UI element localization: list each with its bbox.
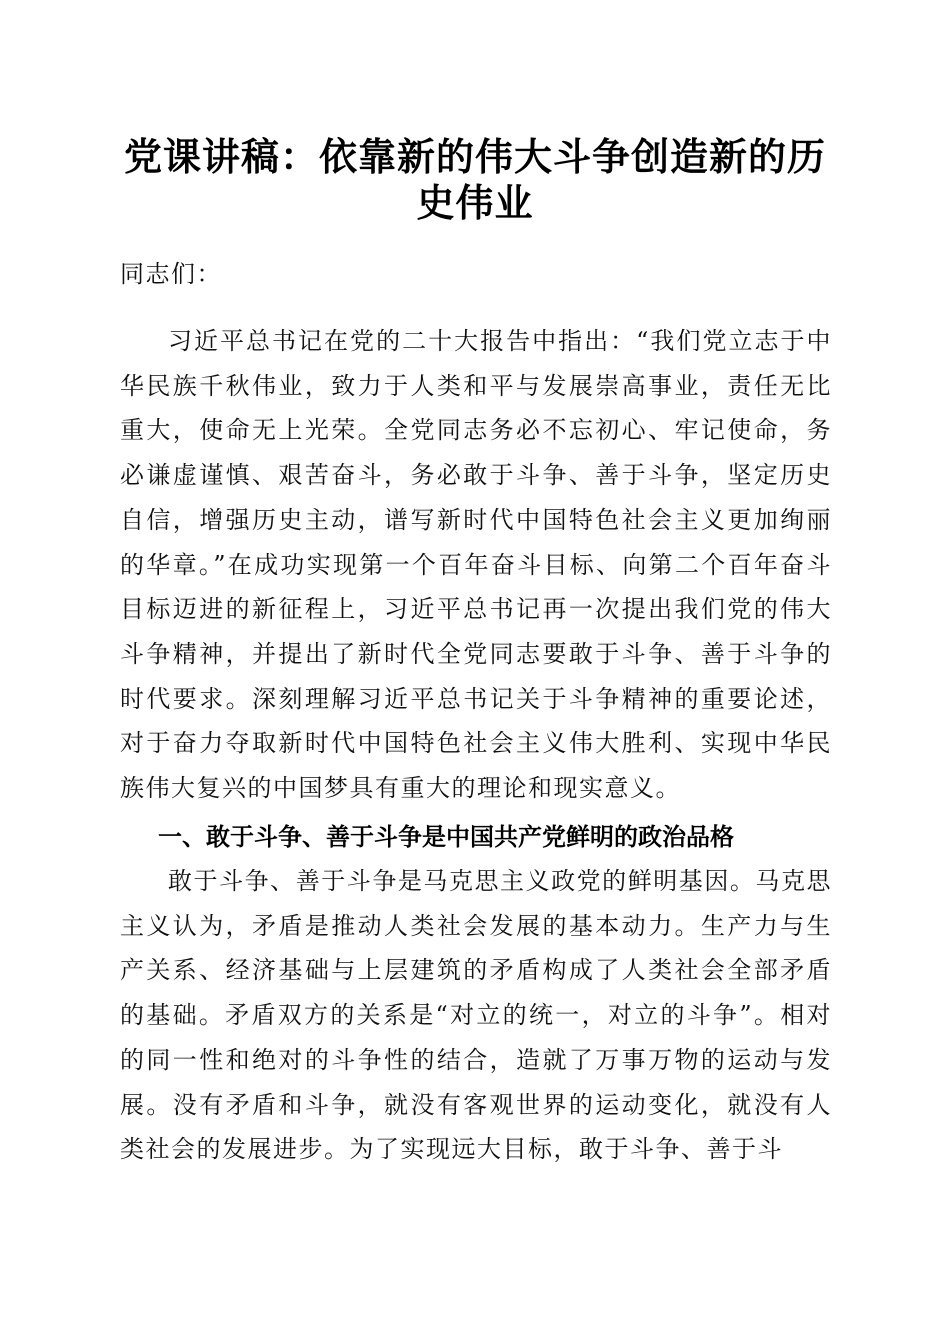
document-title: 党课讲稿：依靠新的伟大斗争创造新的历史伟业	[123, 134, 826, 225]
section-heading: 一、敢于斗争、善于斗争是中国共产党鲜明的政治品格	[158, 823, 734, 851]
section-paragraph: 敢于斗争、善于斗争是马克思主义政党的鲜明基因。马克思主义认为，矛盾是推动人类社会发展的基本动力。生产力与生产关系、经济基础与上层建筑的矛盾构成了人类社会全部矛盾的基础。矛盾双方的关系是“对立的统一，对立的斗争”。相对的同一性和绝对的斗争性的结合，造就了万事万物的运动与发展。没有矛盾和斗争，就没有客观世界的运动变化，就没有人类社会的发展进步。为了实现远大目标，敢于斗争、善于斗	[120, 867, 832, 1164]
salutation: 同志们：	[120, 260, 222, 288]
intro-paragraph: 习近平总书记在党的二十大报告中指出：“我们党立志于中华民族千秋伟业，致力于人类和平与发展崇高事业，责任无比重大，使命无上光荣。全党同志务必不忘初心、牢记使命，务必谦虚谨慎、艰苦奋斗，务必敢于斗争、善于斗争，坚定历史自信，增强历史主动，谱写新时代中国特色社会主义更加绚丽的华章。”在成功实现第一个百年奋斗目标、向第二个百年奋斗目标迈进的新征程上，习近平总书记再一次提出我们党的伟大斗争精神，并提出了新时代全党同志要敢于斗争、善于斗争的时代要求。深刻理解习近平总书记关于斗争精神的重要论述，对于奋力夺取新时代中国特色社会主义伟大胜利、实现中华民族伟大复兴的中国梦具有重大的理论和现实意义。	[120, 327, 832, 803]
